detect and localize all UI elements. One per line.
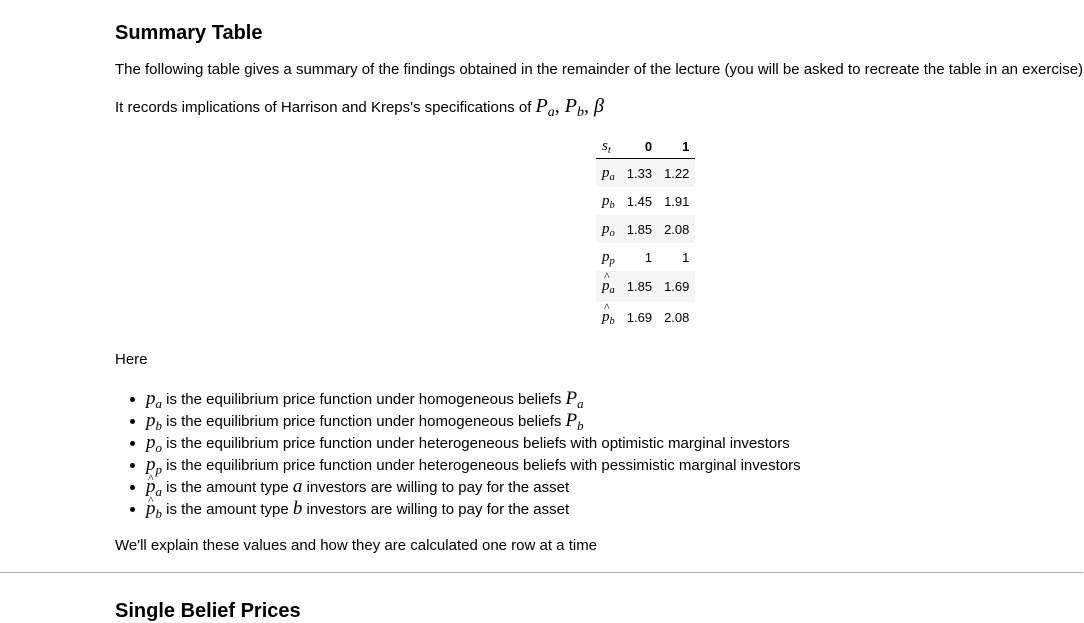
intro-paragraph: The following table gives a summary of the findings obtained in the remainder of the lecture (you will be asked to recreate the table in an exercise) bbox=[115, 61, 1084, 78]
table-cell: 1.91 bbox=[664, 193, 690, 209]
state-header: $s_t$ bbox=[596, 134, 621, 159]
symbol-p-a: $p_a$ bbox=[146, 388, 162, 411]
row-label: $p_o$ bbox=[602, 220, 615, 239]
column-header: 1 bbox=[658, 134, 695, 159]
row-label: $p_p$ bbox=[602, 248, 615, 267]
math-beta: β bbox=[593, 95, 604, 117]
table-cell: 1.85 bbox=[626, 221, 653, 237]
section-divider bbox=[0, 572, 1083, 573]
here-label: Here bbox=[115, 351, 148, 368]
table-row bbox=[596, 187, 695, 215]
row-label: ^ $p_b$ bbox=[596, 302, 621, 333]
table-cell: 1.69 bbox=[664, 279, 690, 294]
definitions-list bbox=[115, 388, 801, 520]
table-cell: 2.08 bbox=[664, 221, 690, 237]
table-cell: 1.33 bbox=[626, 165, 653, 181]
symbol-p-b: $p_b$ bbox=[146, 410, 162, 433]
table-row bbox=[596, 159, 695, 188]
table-row bbox=[596, 271, 695, 302]
table-cell: 1 bbox=[682, 249, 690, 265]
section-heading-single-belief-prices: Single Belief Prices bbox=[115, 600, 301, 622]
table-cell: 1.69 bbox=[626, 310, 653, 325]
table-row bbox=[596, 302, 695, 333]
symbol-p-hat-a: ^ $p_a$ bbox=[146, 476, 162, 497]
closing-paragraph: We'll explain these values and how they are calculated one row at a time bbox=[115, 537, 598, 554]
records-text: It records implications of Harrison and Kreps's specifications of bbox=[115, 99, 536, 116]
definition-item: $p_p$ is the equilibrium price function under heterogeneous beliefs with pessimistic marginal investors bbox=[115, 454, 801, 476]
records-paragraph: It records implications of Harrison and Kreps's specifications of $P_a$, $P_b$, β bbox=[115, 95, 604, 121]
symbol-p-p: $p_p$ bbox=[146, 454, 162, 477]
definition-item: $p_b$ is the equilibrium price function under homogeneous beliefs $P_b$ bbox=[115, 410, 801, 432]
math-P-a: $P_a$ bbox=[535, 95, 555, 121]
table-cell: 1 bbox=[644, 249, 653, 265]
section-heading-summary-table: Summary Table bbox=[115, 22, 263, 44]
symbol-p-hat-b: ^ $p_b$ bbox=[146, 498, 162, 519]
table-row bbox=[596, 243, 695, 271]
row-label: $p_a$ bbox=[602, 164, 615, 183]
table-cell: 2.08 bbox=[664, 310, 690, 325]
definition-item: ^ $p_b$ is the amount type b investors are willing to pay for the asset bbox=[115, 498, 801, 520]
definition-item: $p_a$ is the equilibrium price function under homogeneous beliefs $P_a$ bbox=[115, 388, 801, 410]
table-cell: 1.22 bbox=[664, 165, 690, 181]
column-header: 0 bbox=[621, 134, 658, 159]
definition-item: $p_o$ is the equilibrium price function under heterogeneous beliefs with optimistic marginal investors bbox=[115, 432, 801, 454]
symbol-p-o: $p_o$ bbox=[146, 432, 162, 455]
table-cell: 1.45 bbox=[626, 193, 653, 209]
math-P-b: $P_b$ bbox=[564, 95, 584, 121]
row-label: $p_b$ bbox=[602, 192, 615, 211]
table-header-row bbox=[596, 134, 695, 159]
table-cell: 1.85 bbox=[626, 279, 653, 294]
table-row bbox=[596, 215, 695, 243]
summary-table bbox=[596, 134, 695, 333]
row-label: ^ $p_a$ bbox=[596, 271, 621, 302]
definition-item: ^ $p_a$ is the amount type a investors are willing to pay for the asset bbox=[115, 476, 801, 498]
